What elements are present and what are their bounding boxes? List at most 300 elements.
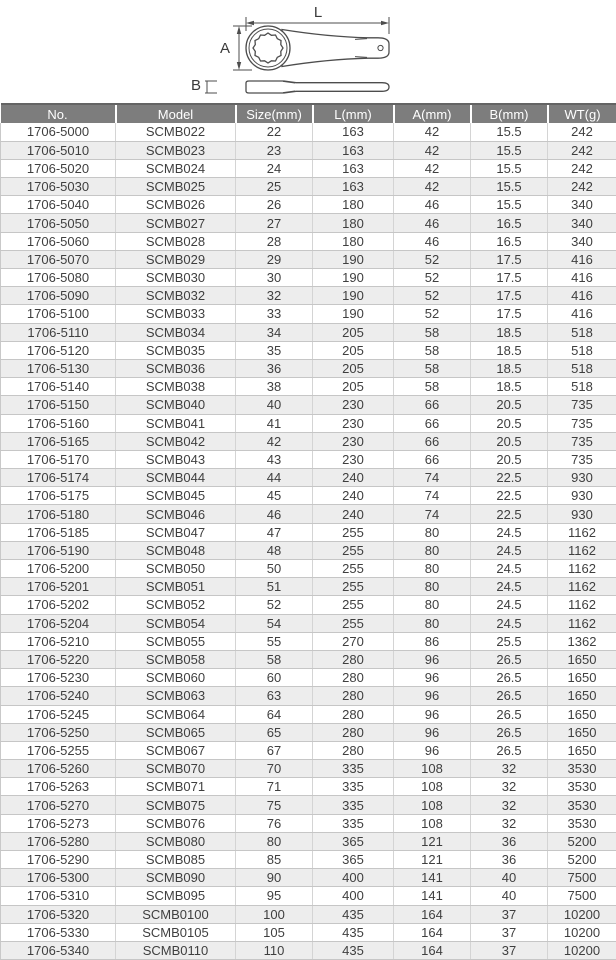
table-cell: 25.5 xyxy=(471,632,548,650)
table-cell: SCMB065 xyxy=(116,723,236,741)
table-cell: 1162 xyxy=(548,578,616,596)
table-cell: 32 xyxy=(236,287,313,305)
table-cell: 163 xyxy=(313,123,394,141)
table-row xyxy=(1,687,616,705)
table-cell: SCMB025 xyxy=(116,178,236,196)
table-cell: 1706-5030 xyxy=(1,178,116,196)
table-cell: 435 xyxy=(313,941,394,959)
table-cell: 735 xyxy=(548,414,616,432)
table-cell: 255 xyxy=(313,614,394,632)
table-cell: 46 xyxy=(394,232,471,250)
table-cell: 735 xyxy=(548,450,616,468)
table-cell: 52 xyxy=(394,287,471,305)
table-row xyxy=(1,359,616,377)
table-cell: 1706-5320 xyxy=(1,905,116,923)
table-cell: 1706-5204 xyxy=(1,614,116,632)
table-row xyxy=(1,905,616,923)
table-cell: 46 xyxy=(236,505,313,523)
table-cell: 280 xyxy=(313,687,394,705)
table-cell: 1706-5174 xyxy=(1,469,116,487)
table-cell: SCMB067 xyxy=(116,741,236,759)
table-cell: 205 xyxy=(313,341,394,359)
table-cell: SCMB044 xyxy=(116,469,236,487)
table-cell: SCMB034 xyxy=(116,323,236,341)
table-cell: 1706-5110 xyxy=(1,323,116,341)
table-cell: 400 xyxy=(313,887,394,905)
table-cell: 255 xyxy=(313,596,394,614)
table-row xyxy=(1,305,616,323)
table-cell: 43 xyxy=(236,450,313,468)
table-cell: 15.5 xyxy=(471,159,548,177)
table-cell: 1162 xyxy=(548,523,616,541)
table-cell: 27 xyxy=(236,214,313,232)
table-cell: 164 xyxy=(394,941,471,959)
table-cell: SCMB028 xyxy=(116,232,236,250)
table-cell: 1706-5340 xyxy=(1,941,116,959)
table-cell: 95 xyxy=(236,887,313,905)
table-cell: 37 xyxy=(471,923,548,941)
table-cell: 1706-5170 xyxy=(1,450,116,468)
table-cell: 1706-5290 xyxy=(1,851,116,869)
table-cell: 32 xyxy=(471,796,548,814)
table-cell: 242 xyxy=(548,123,616,141)
table-cell: 42 xyxy=(394,141,471,159)
table-cell: SCMB030 xyxy=(116,269,236,287)
table-cell: 71 xyxy=(236,778,313,796)
table-cell: 58 xyxy=(394,323,471,341)
table-cell: 180 xyxy=(313,214,394,232)
table-cell: 230 xyxy=(313,414,394,432)
table-cell: 435 xyxy=(313,905,394,923)
table-cell: 38 xyxy=(236,378,313,396)
table-cell: 1162 xyxy=(548,560,616,578)
table-cell: 518 xyxy=(548,323,616,341)
table-row xyxy=(1,432,616,450)
table-cell: SCMB075 xyxy=(116,796,236,814)
table-cell: 32 xyxy=(471,760,548,778)
table-cell: 26.5 xyxy=(471,741,548,759)
table-cell: 75 xyxy=(236,796,313,814)
table-cell: SCMB095 xyxy=(116,887,236,905)
table-cell: 1706-5070 xyxy=(1,250,116,268)
wrench-diagram xyxy=(0,0,616,103)
table-row xyxy=(1,941,616,959)
table-cell: 80 xyxy=(236,832,313,850)
table-cell: 3530 xyxy=(548,814,616,832)
table-cell: 280 xyxy=(313,669,394,687)
table-row xyxy=(1,832,616,850)
table-cell: 1650 xyxy=(548,669,616,687)
table-cell: 45 xyxy=(236,487,313,505)
table-cell: 255 xyxy=(313,560,394,578)
table-cell: 163 xyxy=(313,178,394,196)
wrench-drawing-icon xyxy=(178,0,413,103)
table-cell: 40 xyxy=(471,887,548,905)
table-cell: 1706-5060 xyxy=(1,232,116,250)
table-cell: 280 xyxy=(313,650,394,668)
table-cell: 1706-5245 xyxy=(1,705,116,723)
table-cell: SCMB027 xyxy=(116,214,236,232)
table-cell: 17.5 xyxy=(471,305,548,323)
table-cell: 66 xyxy=(394,414,471,432)
table-cell: SCMB035 xyxy=(116,341,236,359)
table-cell: 141 xyxy=(394,869,471,887)
table-cell: 40 xyxy=(236,396,313,414)
spec-table-body xyxy=(1,123,616,960)
table-cell: 365 xyxy=(313,851,394,869)
table-cell: 1706-5040 xyxy=(1,196,116,214)
table-cell: 335 xyxy=(313,814,394,832)
table-cell: SCMB047 xyxy=(116,523,236,541)
table-cell: 1706-5280 xyxy=(1,832,116,850)
table-cell: 180 xyxy=(313,232,394,250)
table-cell: 15.5 xyxy=(471,141,548,159)
table-row xyxy=(1,178,616,196)
table-cell: 50 xyxy=(236,560,313,578)
table-cell: 41 xyxy=(236,414,313,432)
column-header-size: Size(mm) xyxy=(236,104,313,123)
column-header-l: L(mm) xyxy=(313,104,394,123)
table-cell: SCMB070 xyxy=(116,760,236,778)
table-cell: 1650 xyxy=(548,705,616,723)
table-cell: 25 xyxy=(236,178,313,196)
table-cell: 52 xyxy=(394,305,471,323)
table-row xyxy=(1,159,616,177)
table-cell: 66 xyxy=(394,396,471,414)
table-row xyxy=(1,650,616,668)
table-cell: 7500 xyxy=(548,869,616,887)
table-cell: 22.5 xyxy=(471,487,548,505)
table-cell: 36 xyxy=(471,851,548,869)
table-cell: 26.5 xyxy=(471,705,548,723)
table-cell: 16.5 xyxy=(471,232,548,250)
table-cell: 96 xyxy=(394,723,471,741)
table-cell: 15.5 xyxy=(471,123,548,141)
table-cell: 24.5 xyxy=(471,596,548,614)
table-cell: 1706-5210 xyxy=(1,632,116,650)
table-cell: 1162 xyxy=(548,541,616,559)
table-row xyxy=(1,814,616,832)
table-cell: 365 xyxy=(313,832,394,850)
table-row xyxy=(1,887,616,905)
table-cell: 1706-5185 xyxy=(1,523,116,541)
table-cell: 51 xyxy=(236,578,313,596)
table-row xyxy=(1,614,616,632)
table-cell: 90 xyxy=(236,869,313,887)
table-cell: 80 xyxy=(394,523,471,541)
table-cell: 416 xyxy=(548,287,616,305)
table-cell: 16.5 xyxy=(471,214,548,232)
table-cell: 15.5 xyxy=(471,196,548,214)
table-row xyxy=(1,196,616,214)
spec-table xyxy=(0,103,616,960)
table-cell: SCMB036 xyxy=(116,359,236,377)
table-cell: 20.5 xyxy=(471,414,548,432)
table-cell: 70 xyxy=(236,760,313,778)
table-cell: 47 xyxy=(236,523,313,541)
table-row xyxy=(1,869,616,887)
table-row xyxy=(1,141,616,159)
table-cell: 5200 xyxy=(548,851,616,869)
table-cell: 1362 xyxy=(548,632,616,650)
table-cell: SCMB080 xyxy=(116,832,236,850)
table-cell: 190 xyxy=(313,250,394,268)
table-cell: SCMB076 xyxy=(116,814,236,832)
table-row xyxy=(1,323,616,341)
table-cell: 1706-5010 xyxy=(1,141,116,159)
table-cell: 190 xyxy=(313,269,394,287)
table-row xyxy=(1,232,616,250)
table-cell: 240 xyxy=(313,505,394,523)
table-cell: 42 xyxy=(394,159,471,177)
table-cell: 63 xyxy=(236,687,313,705)
dimension-thickness xyxy=(191,77,217,94)
table-cell: 1706-5080 xyxy=(1,269,116,287)
table-cell: 24.5 xyxy=(471,541,548,559)
table-cell: 20.5 xyxy=(471,450,548,468)
table-cell: 28 xyxy=(236,232,313,250)
table-cell: 44 xyxy=(236,469,313,487)
table-cell: SCMB038 xyxy=(116,378,236,396)
table-cell: 58 xyxy=(394,359,471,377)
table-cell: SCMB029 xyxy=(116,250,236,268)
table-cell: 80 xyxy=(394,541,471,559)
table-cell: SCMB024 xyxy=(116,159,236,177)
table-cell: 518 xyxy=(548,378,616,396)
table-cell: 10200 xyxy=(548,941,616,959)
table-cell: 35 xyxy=(236,341,313,359)
table-cell: SCMB048 xyxy=(116,541,236,559)
table-cell: SCMB045 xyxy=(116,487,236,505)
table-cell: 3530 xyxy=(548,760,616,778)
table-cell: 5200 xyxy=(548,832,616,850)
table-cell: 1706-5273 xyxy=(1,814,116,832)
table-row xyxy=(1,541,616,559)
table-cell: 1650 xyxy=(548,741,616,759)
table-row xyxy=(1,523,616,541)
table-cell: 24.5 xyxy=(471,560,548,578)
table-cell: 24.5 xyxy=(471,614,548,632)
table-cell: 163 xyxy=(313,159,394,177)
table-cell: SCMB040 xyxy=(116,396,236,414)
table-cell: 42 xyxy=(236,432,313,450)
table-cell: 230 xyxy=(313,450,394,468)
table-cell: 400 xyxy=(313,869,394,887)
table-cell: 255 xyxy=(313,523,394,541)
table-cell: 1706-5090 xyxy=(1,287,116,305)
table-cell: 26.5 xyxy=(471,723,548,741)
table-cell: 32 xyxy=(471,778,548,796)
table-cell: 335 xyxy=(313,778,394,796)
table-cell: 100 xyxy=(236,905,313,923)
table-cell: 52 xyxy=(394,269,471,287)
table-cell: 416 xyxy=(548,305,616,323)
table-cell: 18.5 xyxy=(471,341,548,359)
table-cell: 242 xyxy=(548,178,616,196)
table-cell: 735 xyxy=(548,432,616,450)
table-row xyxy=(1,414,616,432)
table-cell: 1706-5201 xyxy=(1,578,116,596)
table-row xyxy=(1,505,616,523)
table-cell: 15.5 xyxy=(471,178,548,196)
table-cell: 1706-5190 xyxy=(1,541,116,559)
table-cell: SCMB090 xyxy=(116,869,236,887)
table-cell: 64 xyxy=(236,705,313,723)
table-cell: 240 xyxy=(313,469,394,487)
table-cell: 74 xyxy=(394,469,471,487)
table-cell: 24.5 xyxy=(471,523,548,541)
table-cell: 55 xyxy=(236,632,313,650)
table-cell: SCMB042 xyxy=(116,432,236,450)
table-cell: 280 xyxy=(313,705,394,723)
table-row xyxy=(1,487,616,505)
table-cell: 163 xyxy=(313,141,394,159)
table-cell: 67 xyxy=(236,741,313,759)
table-cell: SCMB060 xyxy=(116,669,236,687)
table-row xyxy=(1,578,616,596)
table-cell: 65 xyxy=(236,723,313,741)
table-cell: 58 xyxy=(394,341,471,359)
header-row xyxy=(1,104,616,123)
table-cell: 22.5 xyxy=(471,505,548,523)
table-cell: 180 xyxy=(313,196,394,214)
table-cell: 40 xyxy=(471,869,548,887)
table-cell: 340 xyxy=(548,214,616,232)
table-row xyxy=(1,469,616,487)
table-cell: 335 xyxy=(313,760,394,778)
table-cell: 26.5 xyxy=(471,650,548,668)
table-cell: 340 xyxy=(548,232,616,250)
table-cell: 1706-5130 xyxy=(1,359,116,377)
table-cell: 32 xyxy=(471,814,548,832)
table-cell: 141 xyxy=(394,887,471,905)
table-cell: 1650 xyxy=(548,650,616,668)
table-cell: 1706-5260 xyxy=(1,760,116,778)
table-row xyxy=(1,669,616,687)
table-cell: 80 xyxy=(394,596,471,614)
table-row xyxy=(1,378,616,396)
table-cell: 1706-5250 xyxy=(1,723,116,741)
table-cell: 121 xyxy=(394,832,471,850)
table-cell: 190 xyxy=(313,287,394,305)
table-cell: SCMB050 xyxy=(116,560,236,578)
table-cell: 1706-5000 xyxy=(1,123,116,141)
table-cell: 52 xyxy=(236,596,313,614)
table-cell: 24 xyxy=(236,159,313,177)
thickness-label: B xyxy=(190,77,202,94)
table-cell: 416 xyxy=(548,250,616,268)
table-cell: 18.5 xyxy=(471,359,548,377)
table-cell: 930 xyxy=(548,487,616,505)
wrench-side-view xyxy=(246,81,389,93)
table-cell: SCMB023 xyxy=(116,141,236,159)
table-cell: 205 xyxy=(313,359,394,377)
table-cell: 10200 xyxy=(548,905,616,923)
table-cell: 96 xyxy=(394,705,471,723)
table-cell: 96 xyxy=(394,741,471,759)
table-cell: SCMB063 xyxy=(116,687,236,705)
table-cell: 1706-5165 xyxy=(1,432,116,450)
table-cell: 108 xyxy=(394,796,471,814)
table-cell: 7500 xyxy=(548,887,616,905)
table-row xyxy=(1,214,616,232)
table-cell: 10200 xyxy=(548,923,616,941)
table-cell: 230 xyxy=(313,396,394,414)
table-cell: 930 xyxy=(548,469,616,487)
table-cell: 1706-5180 xyxy=(1,505,116,523)
table-cell: 280 xyxy=(313,723,394,741)
table-cell: 240 xyxy=(313,487,394,505)
table-cell: 96 xyxy=(394,687,471,705)
table-cell: 18.5 xyxy=(471,378,548,396)
table-cell: 1706-5220 xyxy=(1,650,116,668)
table-cell: 108 xyxy=(394,814,471,832)
table-cell: 74 xyxy=(394,487,471,505)
table-cell: 24.5 xyxy=(471,578,548,596)
table-cell: 270 xyxy=(313,632,394,650)
table-cell: 1706-5100 xyxy=(1,305,116,323)
column-header-a: A(mm) xyxy=(394,104,471,123)
table-cell: 80 xyxy=(394,578,471,596)
table-cell: 1706-5160 xyxy=(1,414,116,432)
table-cell: 930 xyxy=(548,505,616,523)
table-cell: 80 xyxy=(394,614,471,632)
table-cell: 26.5 xyxy=(471,687,548,705)
table-cell: 1706-5050 xyxy=(1,214,116,232)
table-row xyxy=(1,796,616,814)
table-cell: 86 xyxy=(394,632,471,650)
table-cell: 22.5 xyxy=(471,469,548,487)
table-cell: 58 xyxy=(394,378,471,396)
table-cell: 1706-5310 xyxy=(1,887,116,905)
table-cell: 1162 xyxy=(548,614,616,632)
table-cell: 85 xyxy=(236,851,313,869)
table-cell: 20.5 xyxy=(471,396,548,414)
table-cell: SCMB0100 xyxy=(116,905,236,923)
table-row xyxy=(1,760,616,778)
table-cell: 105 xyxy=(236,923,313,941)
table-row xyxy=(1,596,616,614)
table-cell: 1706-5330 xyxy=(1,923,116,941)
table-cell: 96 xyxy=(394,669,471,687)
table-cell: 230 xyxy=(313,432,394,450)
table-cell: 18.5 xyxy=(471,323,548,341)
table-cell: 36 xyxy=(236,359,313,377)
table-cell: 205 xyxy=(313,378,394,396)
column-header-model: Model xyxy=(116,104,236,123)
table-cell: SCMB071 xyxy=(116,778,236,796)
table-cell: SCMB052 xyxy=(116,596,236,614)
table-cell: 1706-5270 xyxy=(1,796,116,814)
table-row xyxy=(1,851,616,869)
table-cell: 60 xyxy=(236,669,313,687)
table-cell: 1650 xyxy=(548,723,616,741)
table-row xyxy=(1,269,616,287)
table-cell: 42 xyxy=(394,123,471,141)
table-cell: 96 xyxy=(394,650,471,668)
table-row xyxy=(1,250,616,268)
table-cell: 1706-5230 xyxy=(1,669,116,687)
column-header-b: B(mm) xyxy=(471,104,548,123)
table-cell: 3530 xyxy=(548,778,616,796)
table-cell: 518 xyxy=(548,359,616,377)
table-row xyxy=(1,741,616,759)
table-cell: 1706-5120 xyxy=(1,341,116,359)
table-cell: 735 xyxy=(548,396,616,414)
table-row xyxy=(1,778,616,796)
table-cell: 34 xyxy=(236,323,313,341)
table-cell: 1650 xyxy=(548,687,616,705)
